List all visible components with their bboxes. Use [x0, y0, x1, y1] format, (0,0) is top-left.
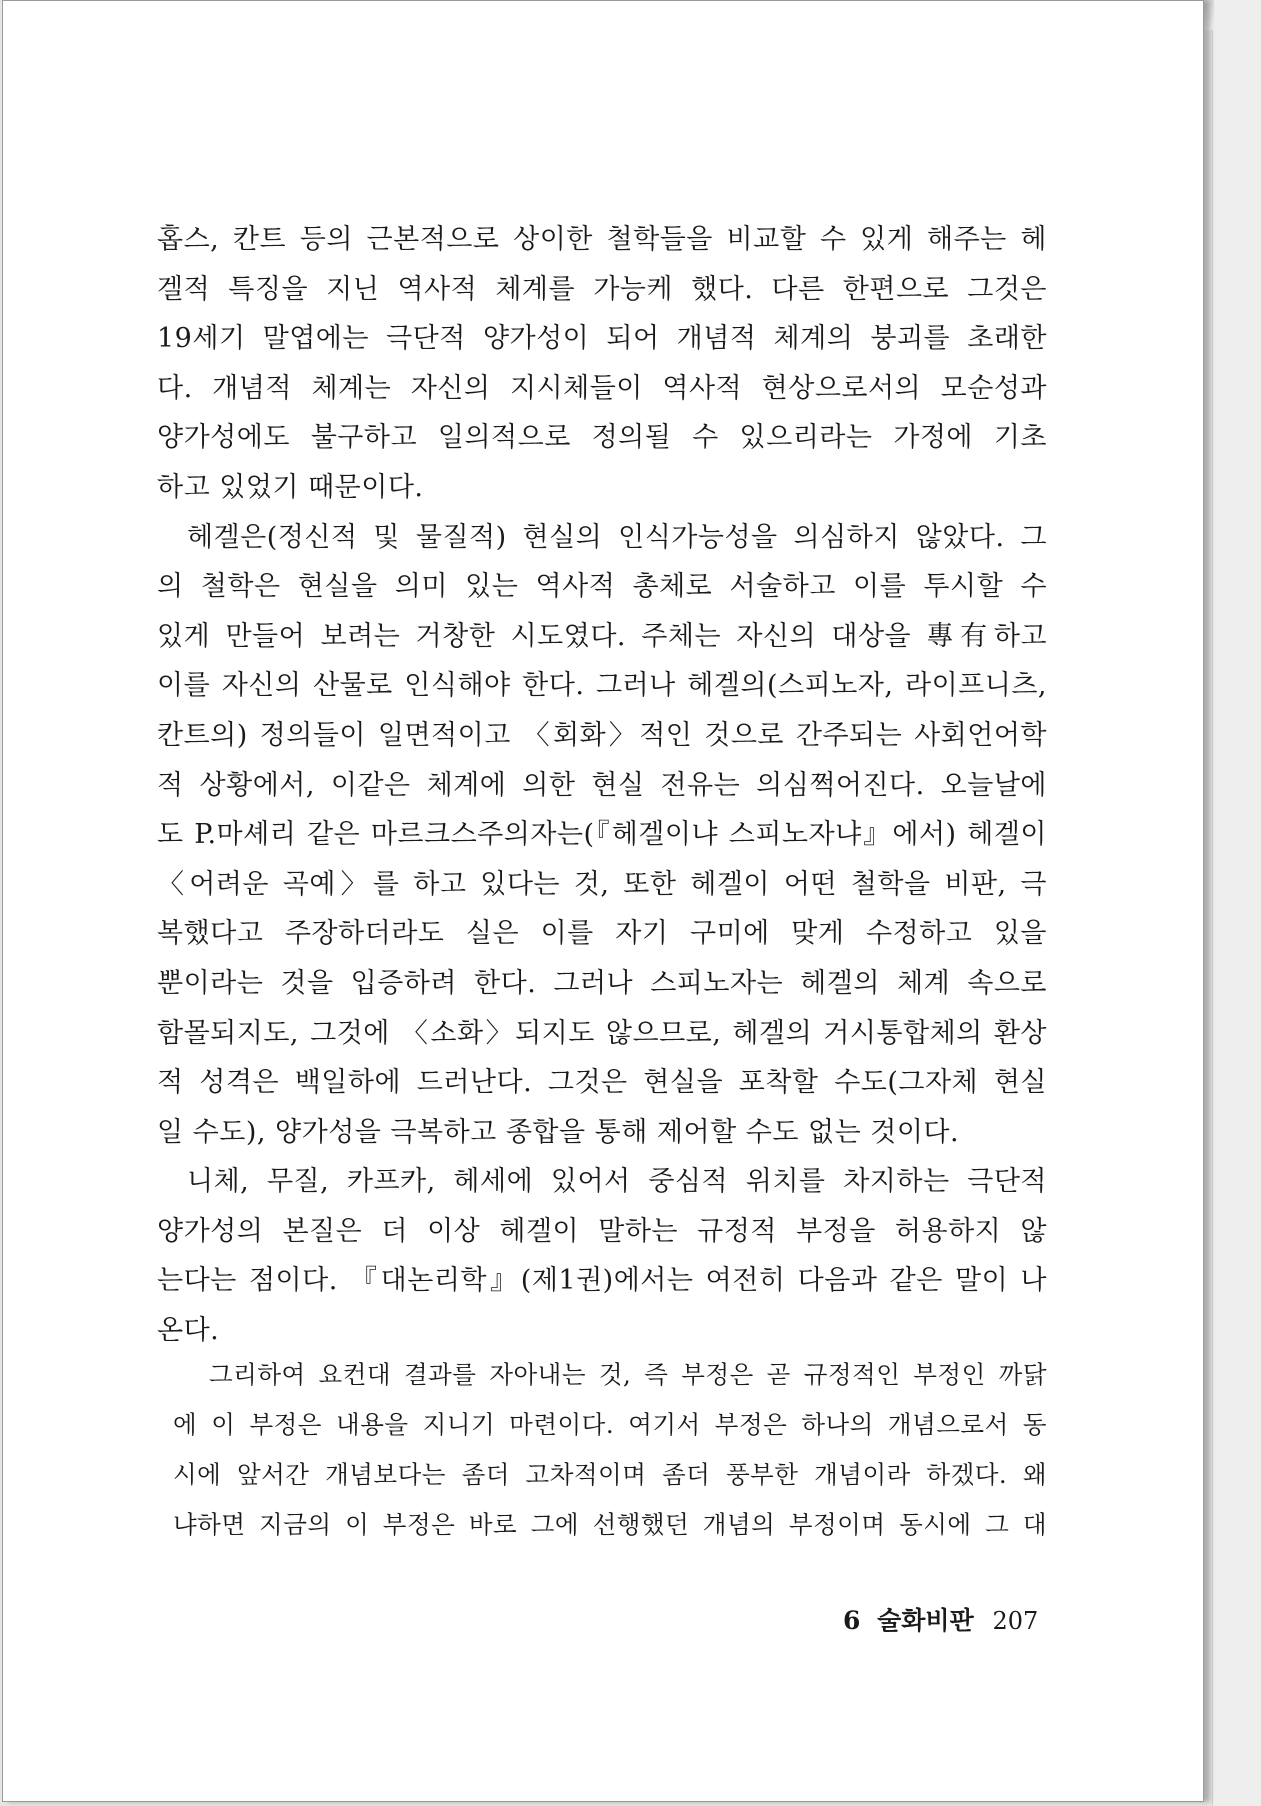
- text-line: 하고 있었기 때문이다.: [157, 471, 424, 503]
- text-line: 는다는 점이다. 『대논리학』(제1권)에서는 여전히 다음과 같은 말이 나: [157, 1265, 1047, 1297]
- page-number: 207: [992, 1607, 1039, 1635]
- text-line: 겔적 특징을 지닌 역사적 체계를 가능케 했다. 다른 한편으로 그것은: [157, 273, 1047, 305]
- text-line: 양가성의 본질은 더 이상 헤겔이 말하는 규정적 부정을 허용하지 않: [157, 1215, 1047, 1247]
- quote-line: 냐하면 지금의 이 부정은 바로 그에 선행했던 개념의 부정이며 동시에 그 대: [173, 1510, 1047, 1539]
- text-line: 적 상황에서, 이같은 체계에 의한 현실 전유는 의심쩍어진다. 오늘날에: [157, 769, 1047, 801]
- document-page: [2, 0, 1204, 1802]
- text-line: 홉스, 칸트 등의 근본적으로 상이한 철학들을 비교할 수 있게 해주는 헤: [157, 224, 1047, 255]
- text-line: 일 수도), 양가성을 극복하고 종합을 통해 제어할 수도 없는 것이다.: [157, 1116, 960, 1148]
- text-line: 도 P.마셰리 같은 마르크스주의자는(『헤겔이냐 스피노자냐』에서) 헤겔이: [157, 819, 1047, 851]
- quote-line: 그리하여 요컨대 결과를 자아내는 것, 즉 부정은 곧 규정적인 부정인 까닭: [209, 1360, 1047, 1389]
- text-line: 다. 개념적 체계는 자신의 지시체들이 역사적 현상으로서의 모순성과: [157, 372, 1047, 404]
- block-quote: [173, 1350, 1047, 1550]
- text-line: 있게 만들어 보려는 거창한 시도였다. 주체는 자신의 대상을 專有하고: [157, 620, 1047, 652]
- page-footer: [843, 1601, 1038, 1637]
- quote-line: 시에 앞서간 개념보다는 좀더 고차적이며 좀더 풍부한 개념이라 하겠다. 왜: [173, 1460, 1047, 1489]
- viewer-gutter: [1212, 0, 1261, 1806]
- text-line: 19세기 말엽에는 극단적 양가성이 되어 개념적 체계의 붕괴를 초래한: [157, 323, 1047, 355]
- text-line: 온다.: [157, 1315, 220, 1347]
- text-line: 〈어려운 곡예〉를 하고 있다는 것, 또한 헤겔이 어떤 철학을 비판, 극: [157, 868, 1047, 900]
- text-line: 니체, 무질, 카프카, 헤세에 있어서 중심적 위치를 차지하는 극단적: [187, 1166, 1047, 1198]
- quote-line: 에 이 부정은 내용을 지니기 마련이다. 여기서 부정은 하나의 개념으로서 동: [173, 1410, 1047, 1439]
- text-line: 함몰되지도, 그것에 〈소화〉되지도 않으므로, 헤겔의 거시통합체의 환상: [157, 1017, 1047, 1049]
- text-line: 복했다고 주장하더라도 실은 이를 자기 구미에 맞게 수정하고 있을: [157, 918, 1047, 950]
- text-line: 적 성격은 백일하에 드러난다. 그것은 현실을 포착할 수도(그자체 현실: [157, 1067, 1047, 1099]
- chapter-number: 6: [843, 1606, 861, 1635]
- text-line: 칸트의) 정의들이 일면적이고 〈회화〉적인 것으로 간주되는 사회언어학: [157, 719, 1047, 751]
- text-line: 헤겔은(정신적 및 물질적) 현실의 인식가능성을 의심하지 않았다. 그: [187, 521, 1047, 553]
- text-line: 뿐이라는 것을 입증하려 한다. 그러나 스피노자는 헤겔의 체계 속으로: [157, 967, 1047, 999]
- text-line: 양가성에도 불구하고 일의적으로 정의될 수 있으리라는 가정에 기초: [157, 422, 1047, 454]
- text-line: 이를 자신의 산물로 인식해야 한다. 그러나 헤겔의(스피노자, 라이프니츠,: [157, 670, 1047, 702]
- chapter-title: 술화비판: [877, 1606, 974, 1635]
- text-line: 의 철학은 현실을 의미 있는 역사적 총체로 서술하고 이를 투시할 수: [157, 571, 1047, 603]
- body-text: [157, 215, 1047, 1356]
